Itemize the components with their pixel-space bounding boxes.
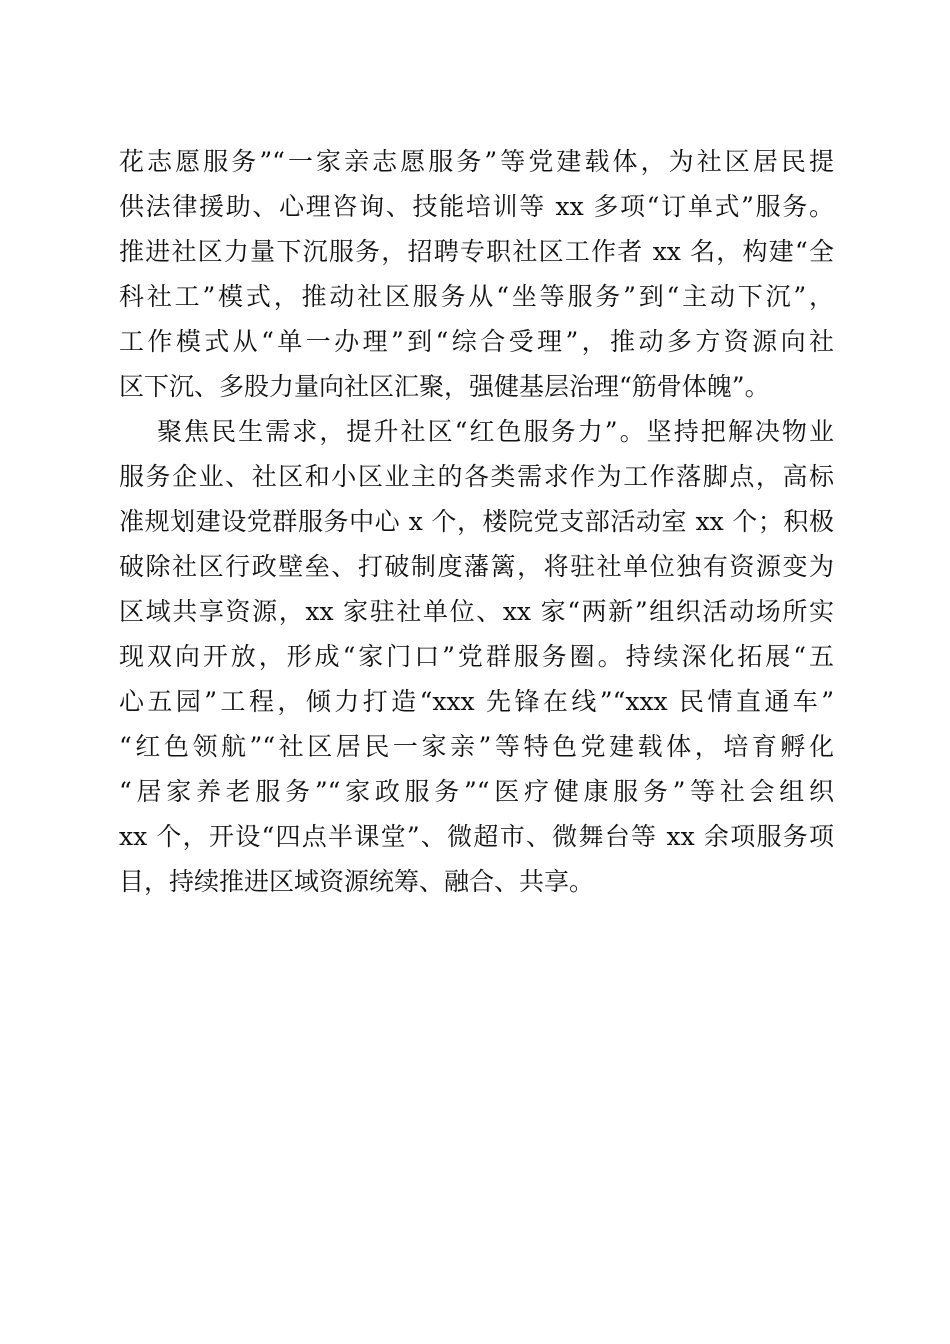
- text-line: 破除社区行政壁垒、打破制度藩篱，将驻社单位独有资源变为: [119, 552, 834, 581]
- text-line: 目，持续推进区域资源统筹、融合、共享。: [119, 867, 595, 896]
- text-line: 推进社区力量下沉服务，招聘专职社区工作者 xx 名，构建“全: [119, 237, 834, 266]
- text-line: 心五园”工程，倾力打造“xxx 先锋在线”“xxx 民情直通车”: [119, 687, 834, 716]
- text-line: xx 个，开设“四点半课堂”、微超市、微舞台等 xx 余项服务项: [119, 822, 834, 851]
- text-line: 服务企业、社区和小区业主的各类需求作为工作落脚点，高标: [119, 462, 834, 491]
- text-line: “红色领航”“社区居民一家亲”等特色党建载体，培育孵化: [119, 732, 834, 761]
- paragraph-red-service: [119, 409, 834, 904]
- text-line: 准规划建设党群服务中心 x 个，楼院党支部活动室 xx 个；积极: [119, 507, 834, 536]
- text-line: 供法律援助、心理咨询、技能培训等 xx 多项“订单式”服务。: [119, 192, 834, 221]
- text-line: 花志愿服务”“一家亲志愿服务”等党建载体，为社区居民提: [119, 147, 834, 176]
- text-line: 科社工”模式，推动社区服务从“坐等服务”到“主动下沉”，: [119, 282, 834, 311]
- text-line: 区域共享资源，xx 家驻社单位、xx 家“两新”组织活动场所实: [119, 597, 834, 626]
- text-line: 聚焦民生需求，提升社区“红色服务力”。坚持把解决物业: [157, 417, 834, 446]
- text-line: 现双向开放，形成“家门口”党群服务圈。持续深化拓展“五: [119, 642, 834, 671]
- document-body: [119, 139, 834, 904]
- text-line: “居家养老服务”“家政服务”“医疗健康服务”等社会组织: [119, 777, 834, 806]
- text-line: 工作模式从“单一办理”到“综合受理”，推动多方资源向社: [119, 327, 834, 356]
- text-line: 区下沉、多股力量向社区汇聚，强健基层治理“筋骨体魄”。: [119, 372, 770, 401]
- paragraph-volunteer-services: [119, 139, 834, 409]
